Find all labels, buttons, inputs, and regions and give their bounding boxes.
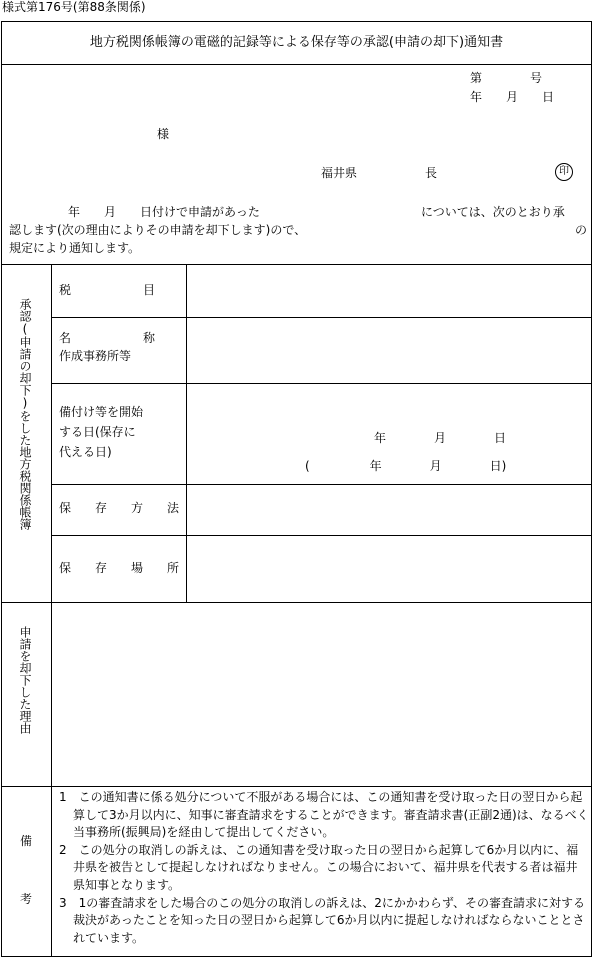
body-line1-right: については、次のとおり承 [421,205,565,219]
body-line2-left: 認します(次の理由によりその申請を却下します)ので、 [9,223,307,237]
remarks-notes [59,789,589,947]
border-label-col [51,264,52,956]
border-reason-bottom [1,786,592,787]
border-top [1,21,592,22]
start-date-label-line1: 備付け等を開始 [59,405,144,419]
form-number: 様式第176号(第88条関係) [2,0,146,14]
body-line2-right: の [575,223,588,237]
issuer-title: 長 [425,166,438,180]
note-item: 1 この通知書に係る処分について不服がある場合には、この通知書を受け取った日の翌日から起算して3か月以内に、知事に審査請求をすることができます。審査請求書(正副2通)は、なるべく当事務所(振興局)を経由して提出してください。 [59,790,589,840]
reason-label: 申請を却下した理由 [18,626,32,734]
remarks-label-2: 考 [20,892,33,906]
start-date-alt-value: ( 年 月 日) [305,459,507,473]
name-label-line1: 名 称 [59,331,156,345]
seal-icon: 印 [555,163,573,181]
addressee-suffix: 様 [157,127,170,141]
body-line1-left: 年 月 日付けで申請があった [68,205,260,219]
border-left [1,21,2,957]
border-row2-bottom [51,383,592,384]
border-row4-bottom [51,535,592,536]
border-title-bottom [1,64,592,65]
start-date-value: 年 月 日 [374,431,507,445]
document-number: 第 号 [470,71,543,85]
start-date-label-line3: 代える日) [59,445,112,459]
note-item: 3 1の審査請求をした場合のこの処分の取消しの訴えは、2にかかわらず、その審査請求に対する裁決があったことを知った日の翌日から起算して6か月以内に提起しなければならないこととされています。 [59,895,585,945]
issuer-prefecture: 福井県 [321,166,358,180]
storage-method-label: 保 存 方 法 [59,501,180,515]
remarks-label-1: 備 [20,834,33,848]
note-item: 2 この処分の取消しの訴えは、この通知書を受け取った日の翌日から起算して6か月以内に、福井県を被告として提起しなければなりません。この場合において、福井県を代表する者は福井県知事となります。 [59,842,579,892]
start-date-label-line2: する日(保存に [59,425,136,439]
body-line3: 規定により通知します。 [9,241,141,255]
form-title: 地方税関係帳簿の電磁的記録等による保存等の承認(申請の却下)通知書 [89,35,504,50]
border-field-col [186,264,187,602]
tax-item-label: 税 目 [59,283,156,297]
document-date: 年 月 日 [470,90,555,104]
border-bottom [1,956,592,957]
name-label-line2: 作成事務所等 [59,349,132,363]
border-right [591,21,592,957]
border-row1-bottom [51,317,592,318]
border-header-bottom [1,264,592,265]
border-section-bottom [1,602,592,603]
storage-place-label: 保 存 場 所 [59,561,180,575]
section-label: 承認(申請の却下)をした地方税関係帳簿 [18,298,32,530]
border-row3-bottom [51,484,592,485]
